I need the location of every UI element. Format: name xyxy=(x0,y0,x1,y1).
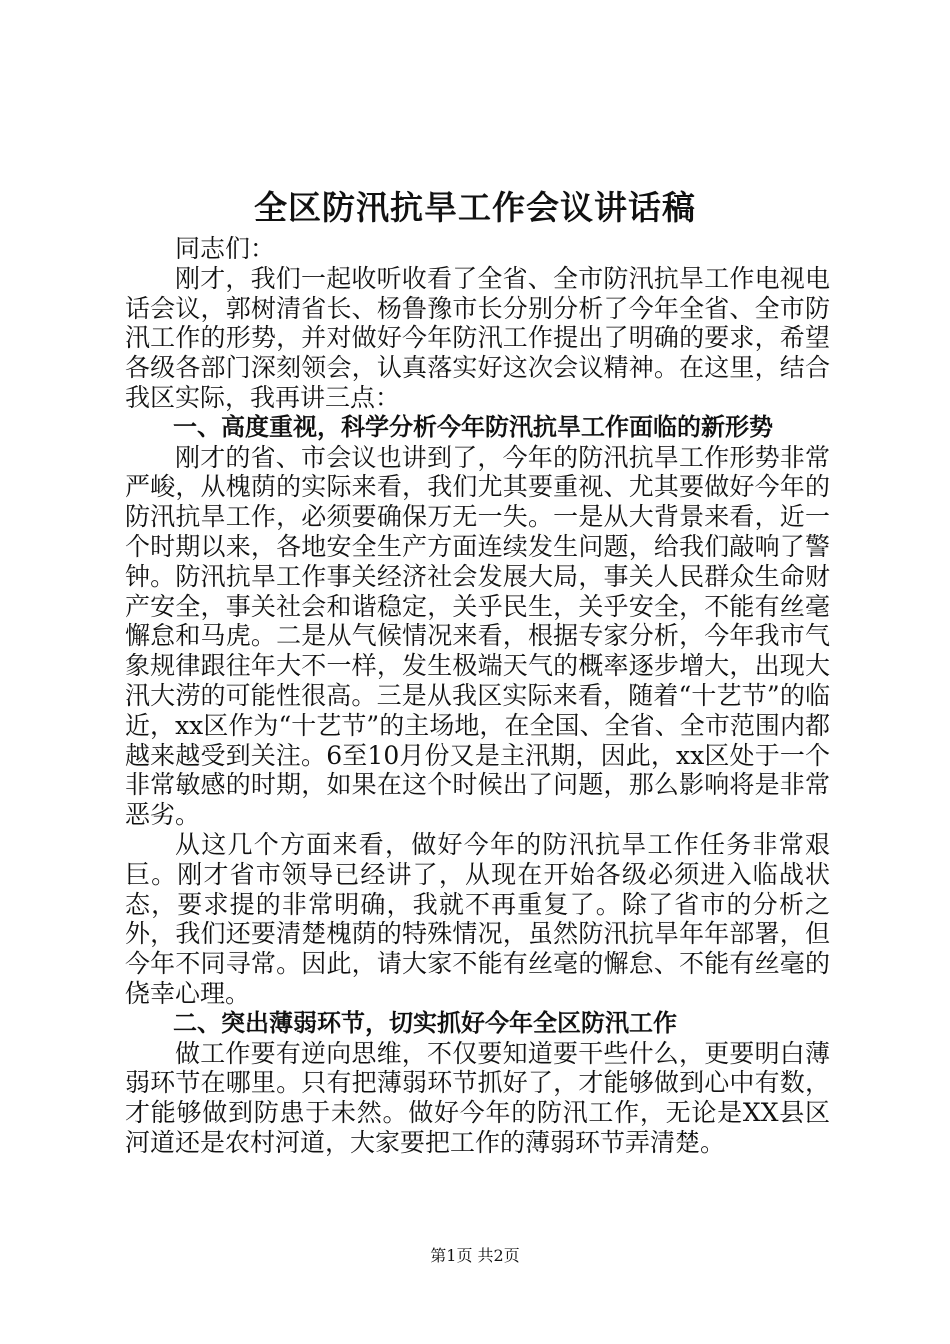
paragraph: 刚才，我们一起收听收看了全省、全市防汛抗旱工作电视电话会议，郭树清省长、杨鲁豫市长分别分析了今年全省、全市防汛工作的形势，并对做好今年防汛工作提出了明确的要求，希望各级各部门深刻领会，认真落实好这次会议精神。在这里，结合我区实际，我再讲三点： xyxy=(125,263,830,412)
section-heading: 二、突出薄弱环节，切实抓好今年全区防汛工作 xyxy=(173,1008,677,1037)
section-heading: 一、高度重视，科学分析今年防汛抗旱工作面临的新形势 xyxy=(173,412,773,441)
page-footer: 第1页 共2页 xyxy=(430,1246,520,1265)
document-title: 全区防汛抗旱工作会议讲话稿 xyxy=(254,188,696,227)
document-body xyxy=(125,234,830,1158)
salutation: 同志们： xyxy=(175,234,276,263)
paragraph: 做工作要有逆向思维，不仅要知道要干些什么，更要明白薄弱环节在哪里。只有把薄弱环节抓好了，才能够做到心中有数，才能够做到防患于未然。做好今年的防汛工作，无论是XX县区河道还是农村河道，大家要把工作的薄弱环节弄清楚。 xyxy=(125,1038,830,1157)
paragraph: 刚才的省、市会议也讲到了，今年的防汛抗旱工作形势非常严峻，从槐荫的实际来看，我们尤其要重视、尤其要做好今年的防汛抗旱工作，必须要确保万无一失。一是从大背景来看，近一个时期以来，各地安全生产方面连续发生问题，给我们敲响了警钟。防汛抗旱工作事关经济社会发展大局，事关人民群众生命财产安全，事关社会和谐稳定，关乎民生，关乎安全，不能有丝毫懈怠和马虎。二是从气候情况来看，根据专家分析，今年我市气象规律跟往年大不一样，发生极端天气的概率逐步增大，出现大汛大涝的可能性很高。三是从我区实际来看，随着“十艺节”的临近，xx区作为“十艺节”的主场地，在全国、全省、全市范围内都越来越受到关注。6至10月份又是主汛期，因此，xx区处于一个非常敏感的时期，如果在这个时候出了问题，那么影响将是非常恶劣。 xyxy=(125,442,830,830)
paragraph: 从这几个方面来看，做好今年的防汛抗旱工作任务非常艰巨。刚才省市领导已经讲了，从现在开始各级必须进入临战状态，要求提的非常明确，我就不再重复了。除了省市的分析之外，我们还要清楚槐荫的特殊情况，虽然防汛抗旱年年部署，但今年不同寻常。因此，请大家不能有丝毫的懈怠、不能有丝毫的侥幸心理。 xyxy=(125,829,830,1008)
